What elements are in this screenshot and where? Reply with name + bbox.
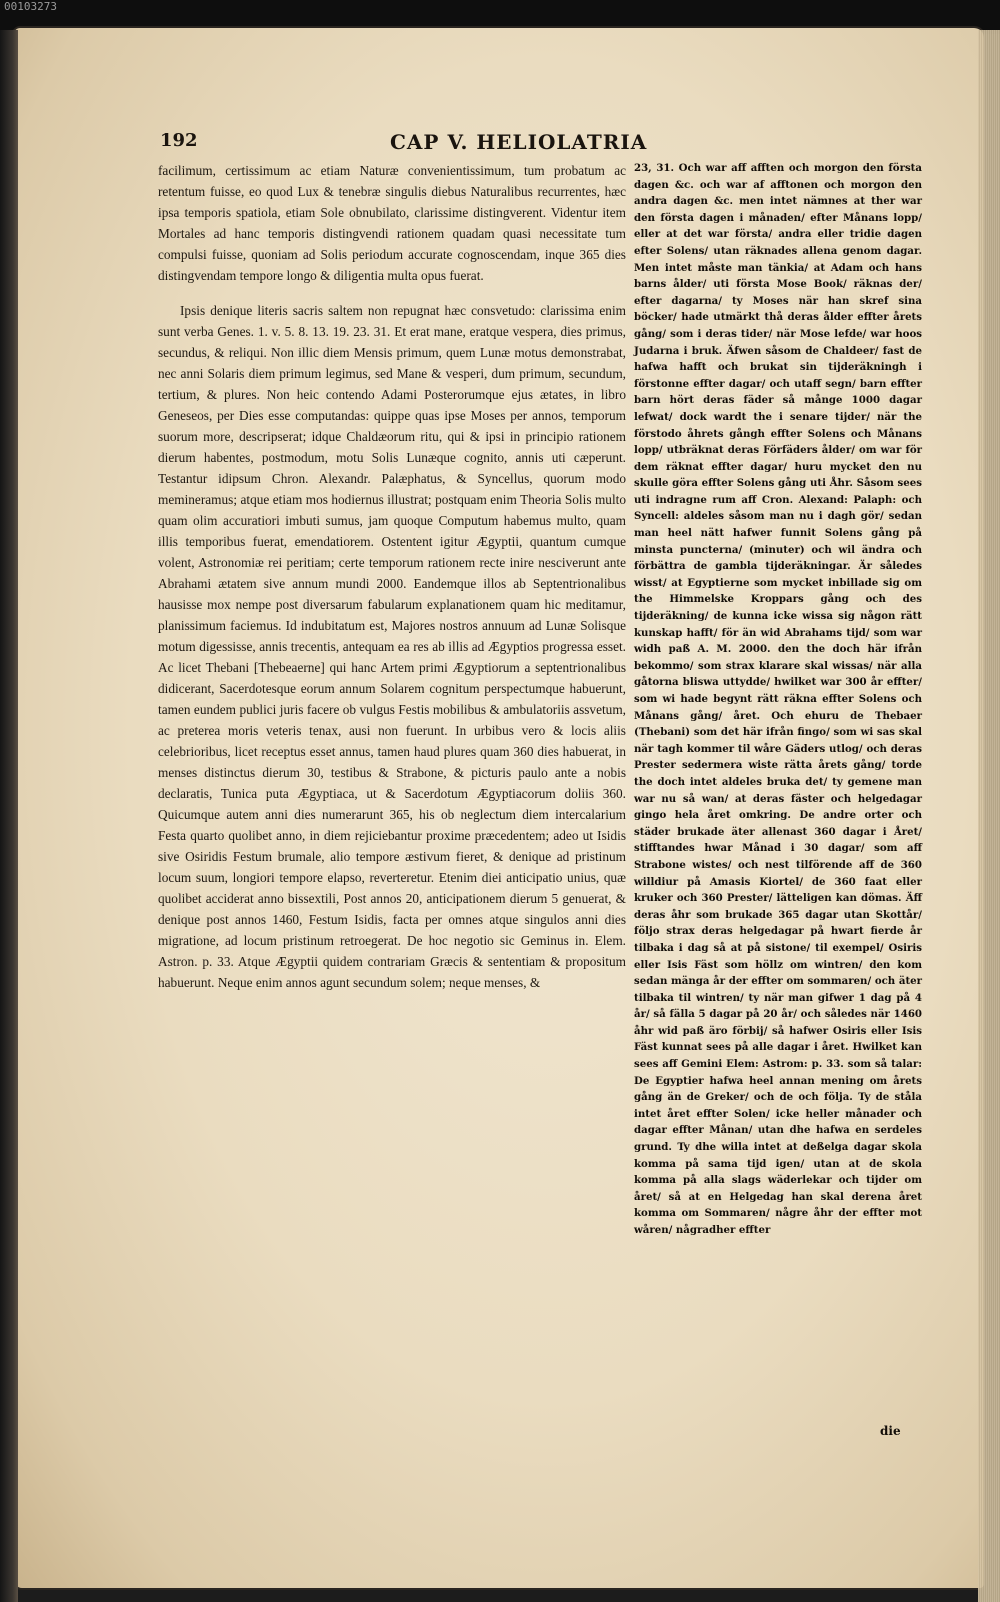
page-number: 192 bbox=[160, 130, 198, 151]
running-title: CAP V. HELIOLATRIA bbox=[390, 130, 648, 154]
latin-paragraph-2: Ipsis denique literis sacris saltem non repugnat hæc consvetudo: clarissima enim sunt verba Genes. 1. v. 5. 8. 13. 19. 23. 31. Et erat mane, eratque vespera, dies primus, secundus, & reliqui. Non illic diem Mensis primum, quem Lunæ motus demonstrabat, nec anni Solaris diem primum legimus, sed Mane & vesperi, dum primum, secundum, tertium, & plures. Non heic contendo Adami Posterorumque ejus ætates, in libro Geneseos, per Dies esse computandas: quippe quas ipse Moses per annos, temporum suorum more, descripserat; idque Chaldæorum ritu, qui & ipsi in principio rationem dierum habentes, postmodum, motu Solis Lunæque cognito, annis uti cæperunt. Testantur idipsum Chron. Alexandr. Palæphatus, & Syncellus, quorum modo memineramus; atque etiam mos hodiernus illustrat; postquam enim Theoria Solis multo quam olim accuratiori imbuti sumus, jam quoque Computum habemus multo, quam illis temporibus fuerat, emendatiorem. Ostentent igitur Ægyptii, quantum cumque volent, Astronomiæ rei peritiam; certe temporum rationem recte inire nesciverunt ante Abrahami ætatem sive annum mundi 2000. Eandemque illos ab Septentrionalibus hausisse mox nempe post diversarum fabularum explanationem quam hic meditamur, planissimum faciemus. Id indubitatum est, Majores nostros annuum ad Lunæ Solisque motum digessisse, annis trecentis, antequam ea res ab illis ad Ægyptios progressa esset. Ac licet Thebani [Thebeaerne] qui hanc Artem primi Ægyptiorum a septentrionalibus didicerant, Sacerdotesque eorum annum Solarem cognitum perspectumque habuerunt, tamen eundem publici juris facere ob vulgus Festis mobilibus & ambulatoriis assvetum, ac preterea moris veteris tenax, ausi non fuerunt. In urbibus vero & locis aliis celebrioribus, licet receptus esset annus, tamen haud plures quam 360 dies habuerat, in menses distinctus dierum 30, testibus & Strabone, & picturis paulo ante a nobis declaratis, Tunica puta Ægyptiaca, ut & Sacerdotum Ægyptiacorum doliis 360. Quicumque autem anni dies numerarunt 365, his ob neglectum diem intercalarium Festa quarto quolibet anno, in diem rejiciebantur proxime præcedentem; adeo ut Isidis sive Osiridis Festum brumale, alio tempore æstivum fieret, & denique ad pristinum locum suum, longiori tempore elapso, reverteretur. Etenim diei anticipatio unius, quæ quolibet acciderat anno bissextili, Post annos 20, anticipationem dierum 5 genuerat, & denique post annos 1460, Festum Isidis, facta per omnes atque singulos anni dies migratione, ad locum pristinum retroegerat. De hoc negotio sic Geminus in. Elem. Astron. p. 33. Atque Ægyptii quidem contrariam Græcis & sententiam & propositum habuerunt. Neque enim annos agunt secundum solem; neque menses, & bbox=[158, 303, 626, 990]
latin-paragraph-1: facilimum, certissimum ac etiam Naturæ convenientissimum, tum probatum ac retentum fuisse, eo quod Lux & tenebræ singulis diebus Naturalibus recurrentes, hæc ipsa temporis spatiola, etiam Sole obnubilato, clarissime distingverent. Videntur item Mortales ad hanc temporis distingvendi rationem quadam quasi necessitate tum compulsi fuisse, quoniam ad Solis periodum accurate cognoscendam, inque 365 dies distingvendam tempore longo & diligentia multa opus fuerat. bbox=[158, 163, 626, 283]
page-header bbox=[160, 130, 648, 160]
scan-id-label: 00103273 bbox=[4, 0, 57, 13]
page-fore-edge bbox=[978, 30, 1000, 1602]
swedish-paragraph: 23, 31. Och war aff afften och morgon den första dagen &c. och war af afftonen och morgon den andra dagen &c. men intet nämnes at ther war den första dagen i månaden/ efter Månans lopp/ eller at det war första/ andra eller tridie dagen efter Solens/ utan räknades allena genom dagar. Men intet måste man tänkia/ at Adam och hans barns ålder/ uti första Mose Book/ räknas der/ efter dagarna/ ty Moses när han skref sina böcker/ hade utmärkt thå deras ålder effter årets gång/ som i deras tider/ när Mose lefde/ war hoos Judarna i bruk. Äfwen såsom de Chaldeer/ fast de hafwa hafft och brukat sin tijderäkningh i förstonne effter dagar/ och utaff segn/ barn effter barn hört deras fäder så månge 1000 dagar lefwat/ dock wardt the i senare tijder/ när the förstodo åhrets gångh effter Solens och Månans lopp/ utbräknat deras Förfäders ålder/ om war för dem räknat effter dagar/ huru mycket den nu skulle göra effter Solens gång uti Åhr. Såsom sees uti indragne rum aff Cron. Alexand: Palaph: och Syncell: aldeles såsom man nu i dagh gör/ sedan man heel nätt hafwer funnit Solens gång på minsta puncterna/ (minuter) och wil ändra och förbättra de gambla tijderäkningar. Är således wisst/ at Egyptierne som mycket inbillade sig om the Himmelske Kroppars gång och des tijderäkning/ de kunna icke wissa sig någon rätt kunskap hafft/ för än wid Abrahams tijd/ som war widh paß A. M. 2000. den the doch här ifrån bekommo/ som strax klarare skal wissas/ när alla gåtorna bliswa uttydde/ hwilket war 300 år effter/ som wi hade begynt rätt räkna effter Solens och Månans gång/ året. Och ehuru de Thebaer (Thebani) som det här ifrån fingo/ som wi sas skal när tagh kommer til wåre Gäders utlog/ och deras Prester sedermera wiste rätta årets gång/ torde the doch intet aldeles bruka det/ ty gemene man war nu så wan/ at deras fäster och helgedagar gingo hela året omkring. De andre orter och städer brukade äter allenast 360 dagar i Året/ stifftandes hwar Månad i 30 dagar/ som aff Strabone wistes/ och nest tilförende aff de 360 willdiur på Amasis Kiortel/ de 360 faat eller kruker och 360 Prester/ lätteligen kan dömas. Äff deras åhr som brukade 365 dagar utan Skottår/ följo strax deras helgedagar på hwart fierde år tilbaka i dag så at på sistone/ til exempel/ Osiris eller Isis Fäst som höllz om wintren/ den kom sedan mänga år der effter om sommaren/ och äter tilbaka til wintren/ ty när man gifwer 1 dag på 4 år/ så fälla 5 dagar på 20 år/ och således när 1460 åhr wid paß äro förbij/ så hafwer Osiris eller Isis Fäst kunnat sees på alle dagar i året. Hwilket kan sees aff Gemini Elem: Astrom: p. 33. som så talar: De Egyptier hafwa heel annan mening om årets gång än de Greker/ och de och följa. Ty de ståla intet året effter Solen/ icke heller månader och dagar effter Månan/ utan dhe hafwa en serdeles grund. Ty dhe willa intet at deßelga dagar skola komma på sama tijd igen/ utan at de skola komma på alla slags wäderlekar och tijder om året/ så at en Helgedag han skal derena året komma om Sommaren/ någre åhr der effter mot wåren/ någradher effter bbox=[634, 162, 922, 1236]
catchword: die bbox=[880, 1424, 901, 1438]
book-binding bbox=[0, 30, 18, 1602]
swedish-column bbox=[634, 160, 922, 1239]
latin-column bbox=[158, 160, 626, 1007]
